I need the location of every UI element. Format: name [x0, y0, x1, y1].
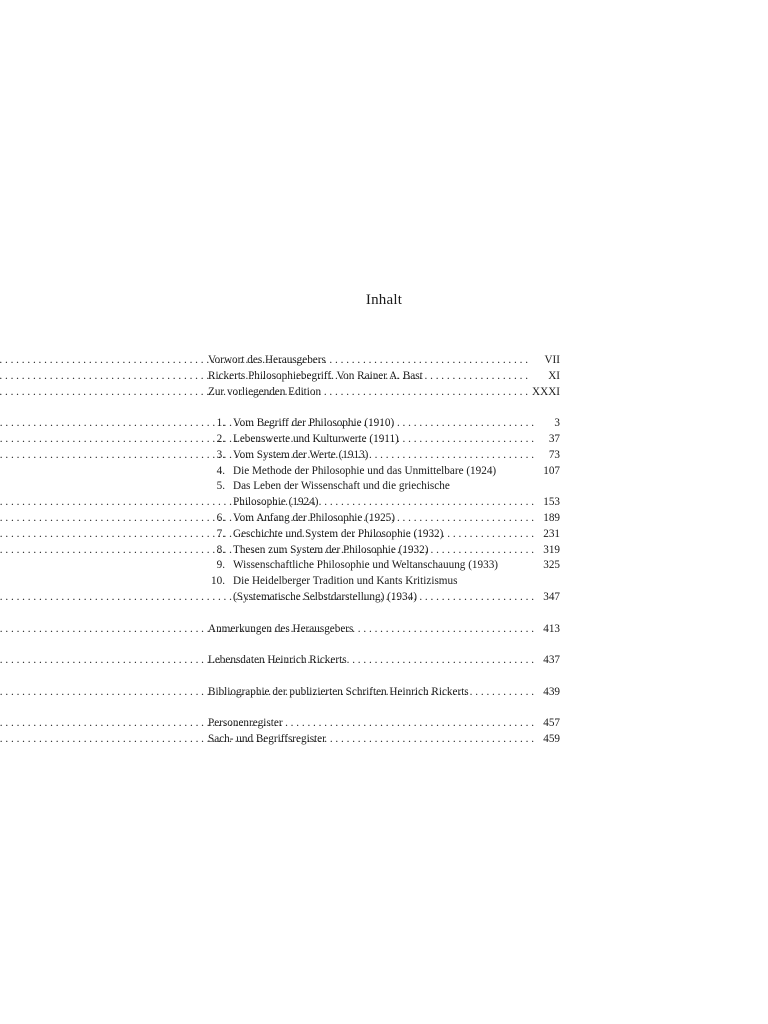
dot-leader — [334, 353, 528, 369]
chapter-number: 7. — [216, 527, 225, 540]
toc-chapter-7[interactable] — [208, 527, 560, 543]
toc-entry-page: 325 — [543, 559, 560, 572]
dot-leader — [436, 543, 534, 559]
toc-entry-title: Vom System der Werte (1913) — [233, 448, 369, 461]
toc-chapter-10-line-2[interactable] — [208, 590, 560, 606]
toc-entry-page: 457 — [543, 717, 560, 730]
toc-entry-title: Vom Begriff der Philosophie (1910) — [233, 417, 395, 430]
toc-entry-page: 413 — [543, 622, 560, 635]
chapter-number: 6. — [216, 511, 225, 524]
dot-leader — [361, 622, 534, 638]
toc-chapter-4[interactable] — [208, 464, 560, 480]
chapter-number: 4. — [216, 464, 225, 477]
toc-entry-title: Thesen zum System der Philosophie (1932) — [233, 543, 429, 556]
dot-leader — [431, 369, 528, 385]
toc-entry-edition-note[interactable] — [208, 385, 560, 401]
toc-entry-title: Die Heidelberger Tradition und Kants Kritizismus — [233, 575, 458, 588]
toc-entry-title-continued: Philosophie (1924) — [233, 496, 319, 509]
toc-chapter-3[interactable] — [208, 448, 560, 464]
toc-entry-subject-register[interactable] — [208, 732, 560, 748]
chapter-number: 3. — [216, 448, 225, 461]
toc-entry-page: 459 — [543, 733, 560, 746]
toc-entry-page: 347 — [543, 590, 560, 603]
toc-entry-page: 107 — [543, 464, 560, 477]
toc-entry-page: 73 — [548, 448, 560, 461]
toc-entry-philosophy-concept[interactable] — [208, 369, 560, 385]
toc-chapter-10-line-1[interactable] — [208, 574, 560, 590]
dot-leader — [329, 385, 528, 401]
registers-section — [208, 716, 560, 748]
front-matter-section — [208, 353, 560, 400]
toc-entry-bibliography[interactable] — [208, 685, 560, 701]
toc-entry-page: 439 — [543, 685, 560, 698]
chapter-number: 1. — [216, 417, 225, 430]
dot-leader — [291, 716, 534, 732]
bibliography-section — [208, 685, 560, 701]
toc-entry-life-data[interactable] — [208, 653, 560, 669]
toc-entry-page: 319 — [543, 543, 560, 556]
toc-chapter-2[interactable] — [208, 432, 560, 448]
page-title: Inhalt — [365, 292, 403, 308]
toc-entry-title: Sach- und Begriffsregister — [208, 733, 326, 746]
chapter-number: 10. — [211, 575, 225, 588]
chapter-number: 2. — [216, 432, 225, 445]
toc-entry-page: 37 — [548, 432, 560, 445]
toc-chapter-5-line-1[interactable] — [208, 479, 560, 495]
toc-entry-title: Die Methode der Philosophie und das Unmittelbare (1924) — [233, 464, 497, 477]
toc-entry-page: 189 — [543, 511, 560, 524]
toc-entry-title: Lebensdaten Heinrich Rickerts — [208, 654, 347, 667]
toc-entry-title: Bibliographie der publizierten Schriften Heinrich Rickerts — [208, 685, 469, 698]
dot-leader — [326, 495, 534, 511]
dot-leader — [477, 685, 534, 701]
dot-leader — [355, 653, 534, 669]
toc-chapter-1[interactable] — [208, 416, 560, 432]
life-data-section — [208, 653, 560, 669]
toc-entry-page: XXXI — [532, 385, 560, 398]
toc-entry-title: Vorwort des Herausgebers — [208, 354, 326, 366]
chapter-number: 9. — [216, 559, 225, 572]
dot-leader — [376, 448, 534, 464]
toc-entry-annotations[interactable] — [208, 622, 560, 638]
toc-entry-foreword[interactable] — [208, 353, 560, 369]
toc-entry-page: 153 — [543, 496, 560, 509]
toc-entry-page: 3 — [554, 417, 560, 430]
chapter-number: 5. — [216, 480, 225, 493]
toc-entry-title-continued: (Systematische Selbstdarstellung) (1934) — [233, 590, 417, 603]
toc-chapter-8[interactable] — [208, 543, 560, 559]
toc-entry-page: 231 — [543, 527, 560, 540]
dot-leader — [402, 416, 534, 432]
toc-entry-page: VII — [544, 354, 560, 366]
toc-entry-title: Anmerkungen des Herausgebers — [208, 622, 354, 635]
toc-chapter-5-line-2[interactable] — [208, 495, 560, 511]
toc-entry-title: Lebenswerte und Kulturwerte (1911) — [233, 432, 399, 445]
dot-leader — [403, 511, 534, 527]
toc-entry-page: XI — [548, 369, 560, 382]
toc-chapter-9[interactable] — [208, 558, 560, 574]
annotations-section — [208, 622, 560, 638]
dot-leader — [451, 527, 534, 543]
dot-leader — [407, 432, 534, 448]
toc-entry-page: 437 — [543, 654, 560, 667]
dot-leader — [425, 590, 534, 606]
toc-entry-title: Geschichte und System der Philosophie (1932) — [233, 527, 444, 540]
dot-leader — [334, 732, 534, 748]
toc-entry-title: Vom Anfang der Philosophie (1925) — [233, 511, 395, 524]
chapters-section — [208, 416, 560, 606]
toc-entry-title: Das Leben der Wissenschaft und die griechische — [233, 480, 450, 493]
chapter-number: 8. — [216, 543, 225, 556]
toc-chapter-6[interactable] — [208, 511, 560, 527]
toc-entry-title: Wissenschaftliche Philosophie und Weltanschauung (1933) — [233, 559, 499, 572]
toc-entry-title: Personenregister — [208, 717, 283, 730]
toc-entry-person-register[interactable] — [208, 716, 560, 732]
toc-entry-title: Zur vorliegenden Edition — [208, 385, 322, 398]
toc-entry-title: Rickerts Philosophiebegriff. Von Rainer A. Bast — [208, 369, 423, 382]
table-of-contents — [208, 353, 560, 748]
